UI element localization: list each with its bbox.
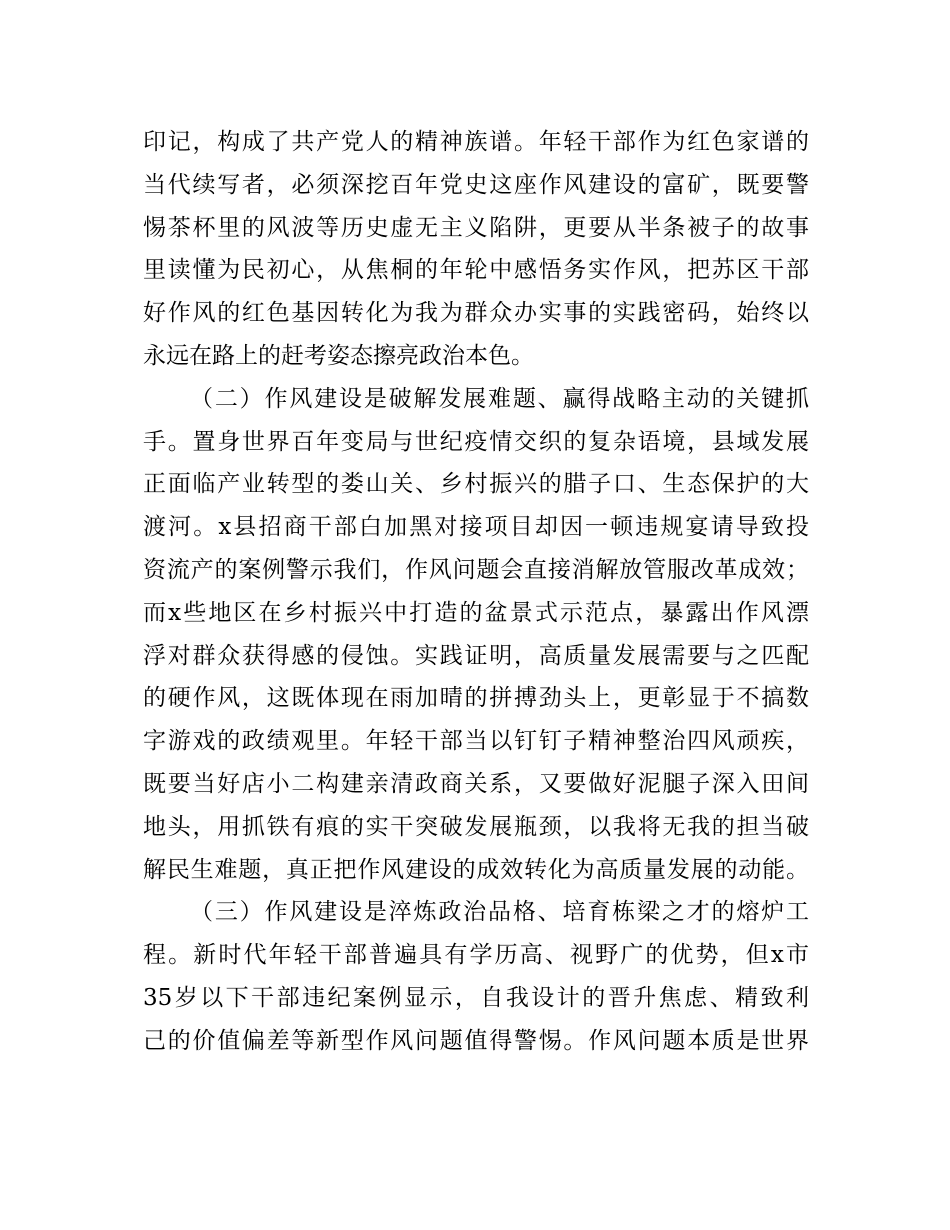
text-line: 永远在路上的赶考姿态擦亮政治本色。 (143, 342, 534, 369)
text-line: 好作风的红色基因转化为我为群众办实事的实践密码，始终以 (143, 300, 809, 327)
text-line: 字游戏的政绩观里。年轻干部当以钉钉子精神整治四风顽疾， (143, 728, 809, 755)
text-line: 浮对群众获得感的侵蚀。实践证明，高质量发展需要与之匹配 (143, 642, 809, 669)
text-line: 己的价值偏差等新型作风问题值得警惕。作风问题本质是世界 (143, 1027, 809, 1054)
text-line: （二）作风建设是破解发展难题、赢得战略主动的关键抓 (190, 385, 809, 412)
text-line: 35岁以下干部违纪案例显示，自我设计的晋升焦虑、精致利 (143, 984, 809, 1011)
text-line: 的硬作风，这既体现在雨加晴的拼搏劲头上，更彰显于不搞数 (143, 685, 809, 712)
text-line: 印记，构成了共产党人的精神族谱。年轻干部作为红色家谱的 (143, 129, 809, 155)
paragraph (143, 121, 809, 378)
text-line: 而x些地区在乡村振兴中打造的盆景式示范点，暴露出作风漂 (143, 599, 809, 626)
text-line: 当代续写者，必须深挖百年党史这座作风建设的富矿，既要警 (143, 171, 809, 198)
text-line: 渡河。x县招商干部白加黑对接项目却因一顿违规宴请导致投 (143, 514, 809, 541)
text-line: 地头，用抓铁有痕的实干突破发展瓶颈，以我将无我的担当破 (143, 813, 809, 840)
text-line: 资流产的案例警示我们，作风问题会直接消解放管服改革成效； (143, 556, 809, 583)
text-line: （三）作风建设是淬炼政治品格、培育栋梁之才的熔炉工 (190, 899, 809, 926)
text-line: 解民生难题，真正把作风建设的成效转化为高质量发展的动能。 (143, 856, 809, 883)
text-line: 里读懂为民初心，从焦桐的年轮中感悟务实作风，把苏区干部 (143, 257, 809, 284)
document-page (143, 121, 809, 1063)
paragraph (143, 378, 809, 892)
text-line: 惕茶杯里的风波等历史虚无主义陷阱，更要从半条被子的故事 (143, 214, 809, 241)
paragraph (143, 891, 809, 1062)
text-line: 程。新时代年轻干部普遍具有学历高、视野广的优势，但x市 (143, 942, 809, 969)
text-line: 正面临产业转型的娄山关、乡村振兴的腊子口、生态保护的大 (143, 471, 809, 498)
text-line: 既要当好店小二构建亲清政商关系，又要做好泥腿子深入田间 (143, 770, 809, 797)
text-line: 手。置身世界百年变局与世纪疫情交织的复杂语境，县域发展 (143, 428, 809, 455)
